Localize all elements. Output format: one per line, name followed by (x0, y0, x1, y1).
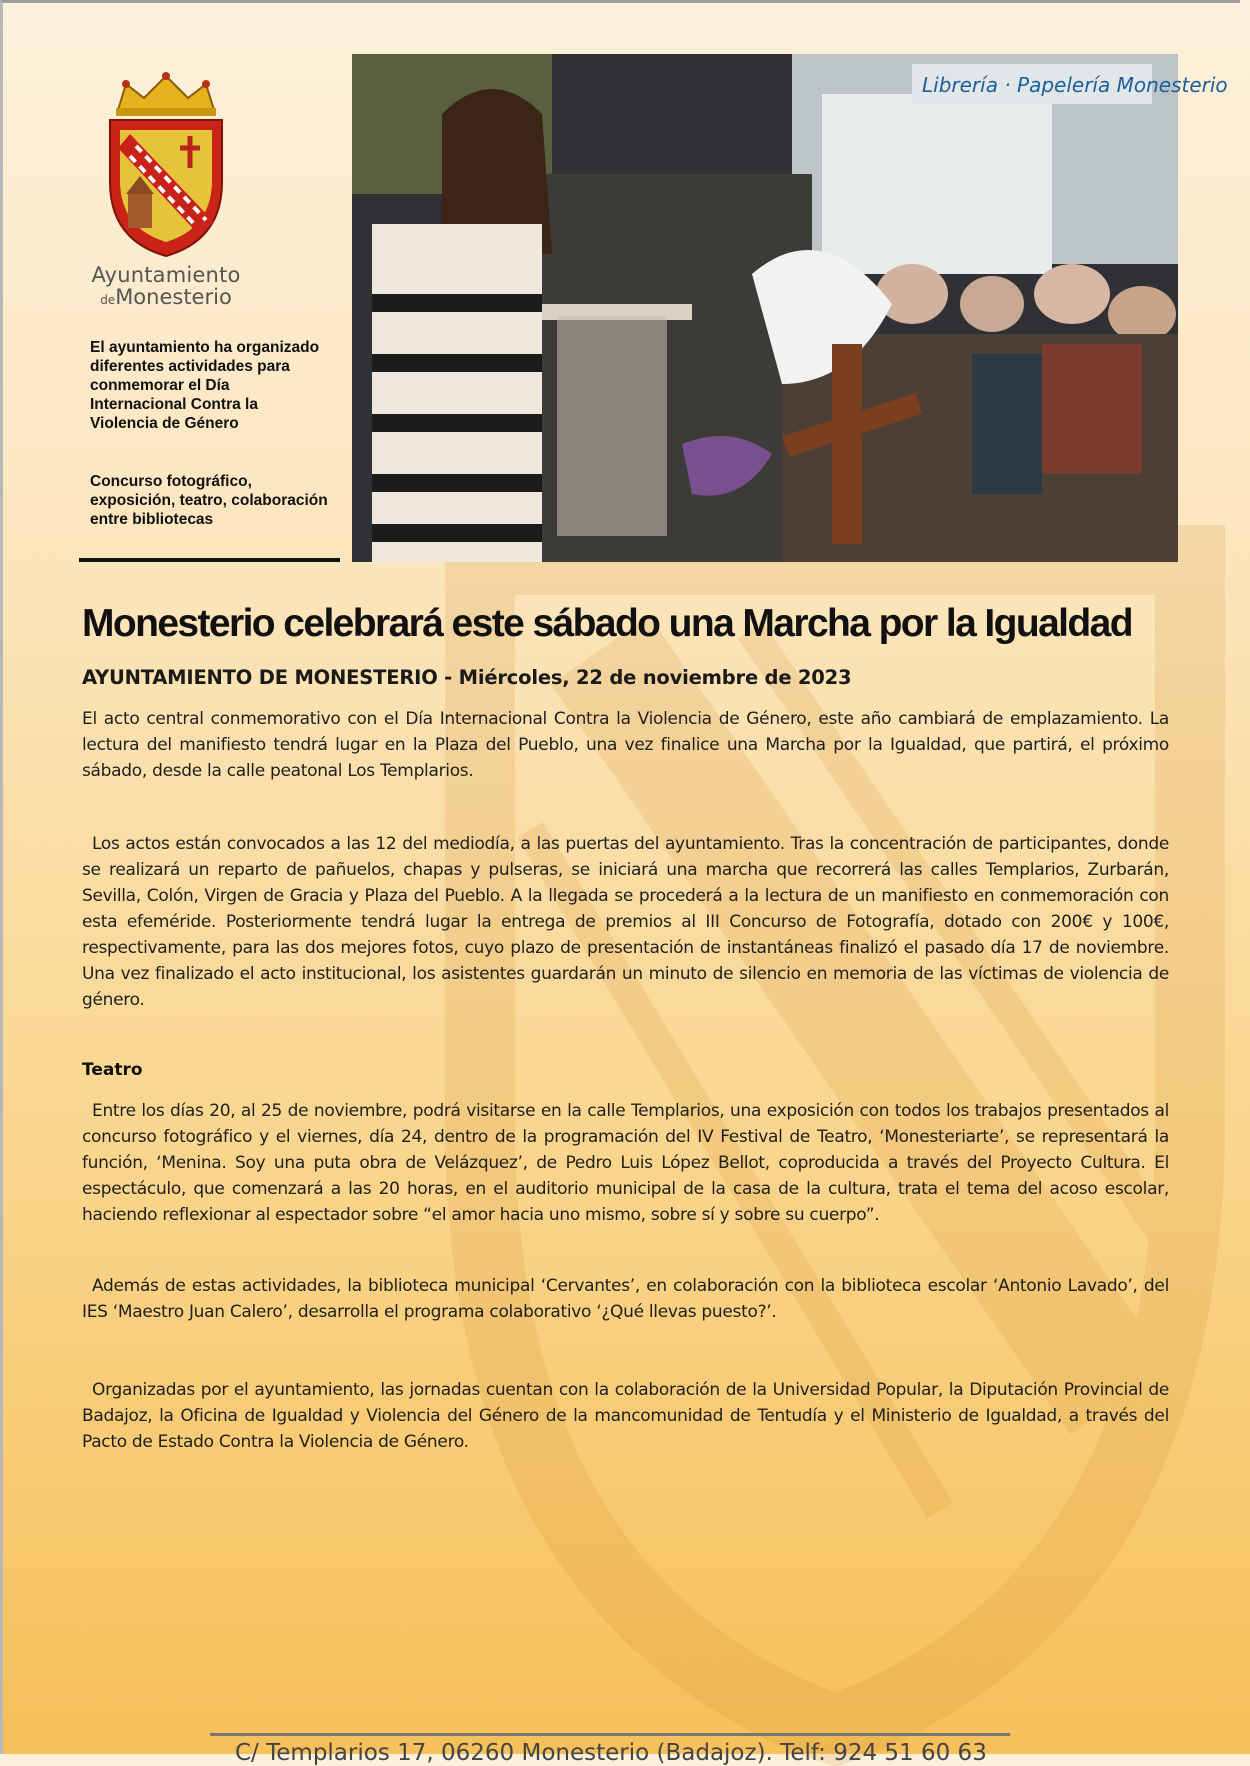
logo-name-prefix: de (100, 293, 116, 307)
logo-name-line2 (86, 286, 246, 311)
footer-divider (210, 1733, 1010, 1736)
logo (86, 70, 246, 320)
article-paragraph-4: Además de estas actividades, la biblioteca municipal ‘Cervantes’, en colaboración con la biblioteca escolar ‘Antonio Lavado’, del IES ‘Maestro Juan Calero’, desarrolla el programa colaborativo ‘¿Qué llevas puesto?’. (82, 1276, 1169, 1322)
photo-shop-sign: Librería · Papelería Monesterio (922, 73, 1228, 97)
article-paragraph-1: El acto central conmemorativo con el Día Internacional Contra la Violencia de Género, este año cambiará de emplazamiento. La lectura del manifiesto tendrá lugar en la Plaza del Pueblo, una vez finalice una Marcha por la Igualdad, que partirá, el próximo sábado, desde la calle peatonal Los Templarios. (82, 709, 1169, 781)
footer-address: C/ Templarios 17, 06260 Monesterio (Badajoz). Telf: 924 51 60 63 (235, 1740, 987, 1766)
coat-of-arms-icon (96, 70, 236, 260)
article-paragraph-3: Entre los días 20, al 25 de noviembre, podrá visitarse en la calle Templarios, una exposición con todos los trabajos presentados al concurso fotográfico y el viernes, día 24, dentro de la programación del IV Festival de Teatro, ‘Monesteriarte’, se representará la función, ‘Menina. Soy una puta obra de Velázquez’, de Pedro Luis López Bellot, coproducida a través del Proyecto Cultura. El espectáculo, que comenzará a las 20 horas, en el auditorio municipal de la casa de la cultura, trata el tema del acoso escolar, haciendo reflexionar al espectador sobre “el amor hacia uno mismo, sobre sí y sobre su cuerpo”. (82, 1101, 1169, 1225)
logo-name-line1: Ayuntamiento (91, 263, 241, 287)
sidebar-divider (79, 558, 340, 562)
section-heading-teatro: Teatro (82, 1060, 143, 1080)
event-photo (352, 54, 1228, 562)
sidebar-summary: El ayuntamiento ha organizado diferentes actividades para conmemorar el Día Internacional Contra la Violencia de Género (90, 339, 320, 432)
article-headline: Monesterio celebrará este sábado una Marcha por la Igualdad (82, 602, 1132, 645)
article-paragraph-5: Organizadas por el ayuntamiento, las jornadas cuentan con la colaboración de la Universidad Popular, la Diputación Provincial de Badajoz, la Oficina de Igualdad y Violencia del Género de la mancomunidad de Tentudía y el Ministerio de Igualdad, a través del Pacto de Estado Contra la Violencia de Género. (82, 1380, 1169, 1452)
logo-name-town: Monesterio (115, 285, 232, 309)
article-byline: AYUNTAMIENTO DE MONESTERIO - Miércoles, 22 de noviembre de 2023 (82, 666, 852, 689)
article-paragraph-2: Los actos están convocados a las 12 del mediodía, a las puertas del ayuntamiento. Tras la concentración de participantes, donde se realizará un reparto de pañuelos, chapas y pulseras, se iniciará una marcha que recorrerá las calles Templarios, Zurbarán, Sevilla, Colón, Virgen de Gracia y Plaza del Pueblo. A la llegada se procederá a la lectura de un manifiesto en conmemoración con esta efeméride. Posteriormente tendrá lugar la entrega de premios al III Concurso de Fotografía, dotado con 200€ y 100€, respectivamente, para las dos mejores fotos, cuyo plazo de presentación de instantáneas finalizó el pasado día 17 de noviembre. Una vez finalizado el acto institucional, los asistentes guardarán un minuto de silencio en memoria de las víctimas de violencia de género. (82, 834, 1169, 1010)
sidebar-topics: Concurso fotográfico, exposición, teatro, colaboración entre bibliotecas (90, 473, 328, 528)
